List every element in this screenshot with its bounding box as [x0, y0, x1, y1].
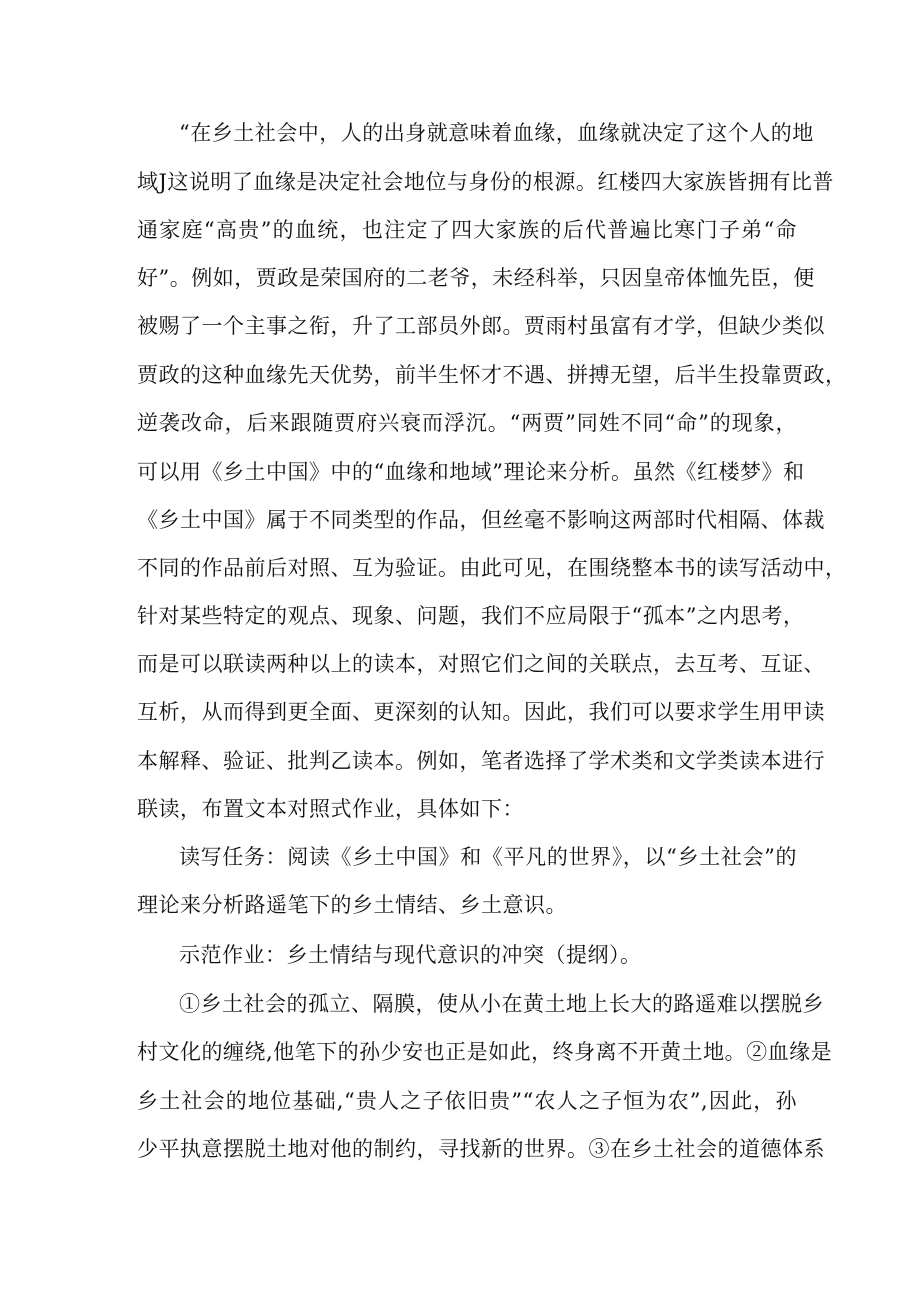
paragraph-line: 而是可以联读两种以上的读本，对照它们之间的关联点，去互考、互证、 — [137, 652, 825, 676]
paragraph-line: 通家庭“高贵”的血统，也注定了四大家族的后代普遍比寒门子弟“命 — [137, 218, 797, 242]
paragraph-line: 被赐了一个主事之衔，升了工部员外郎。贾雨村虽富有才学，但缺少类似 — [137, 314, 825, 338]
outline-line: 乡土社会的地位基础,“贵人之子依旧贵”“农人之子恒为农”,因此，孙 — [137, 1089, 797, 1113]
outline-line: 村文化的缠绕,他笔下的孙少安也正是如此，终身离不开黄土地。②血缘是 — [137, 1040, 833, 1064]
paragraph-line: 不同的作品前后对照、互为验证。由此可见，在围绕整本书的读写活动中， — [137, 556, 847, 580]
paragraph-line: 本解释、验证、批判乙读本。例如，笔者选择了学术类和文学类读本进行 — [137, 749, 825, 773]
task-line: 理论来分析路遥笔下的乡土情结、乡土意识。 — [137, 893, 567, 917]
paragraph-line: 贾政的这种血缘先天优势，前半生怀才不遇、拼搏无望，后半生投靠贾政， — [137, 363, 847, 387]
paragraph-line: 《乡土中国》属于不同类型的作品，但丝毫不影响这两部时代相隔、体裁 — [137, 508, 825, 532]
paragraph-line: 联读，布置文本对照式作业，具体如下： — [137, 797, 524, 821]
paragraph-line: 针对某些特定的观点、现象、问题，我们不应局限于“孤本”之内思考， — [137, 604, 805, 628]
paragraph-line: 域J这说明了血缘是决定社会地位与身份的根源。红楼四大家族皆拥有比普 — [137, 170, 834, 194]
task-line: 读写任务：阅读《乡土中国》和《平凡的世界》，以“乡土社会”的 — [179, 845, 797, 869]
outline-line: 少平执意摆脱土地对他的制约，寻找新的世界。③在乡土社会的道德体系 — [137, 1137, 825, 1161]
paragraph-line: 逆袭改命，后来跟随贾府兴衰而浮沉。“两贾”同姓不同“命”的现象， — [137, 411, 797, 435]
paragraph-line: 好”。例如，贾政是荣国府的二老爷，未经科举，只因皇帝体恤先臣，便 — [137, 266, 815, 290]
paragraph-line: 互析，从而得到更全面、更深刻的认知。因此，我们可以要求学生用甲读 — [137, 700, 825, 724]
paragraph-line: 可以用《乡土中国》中的“血缘和地域”理论来分析。虽然《红楼梦》和 — [137, 460, 805, 484]
paragraph-line: “在乡土社会中，人的出身就意味着血缘，血缘就决定了这个人的地 — [179, 121, 814, 145]
outline-line: ①乡土社会的孤立、隔膜，使从小在黄土地上长大的路遥难以摆脱乡 — [179, 992, 824, 1016]
sample-heading: 示范作业：乡土情结与现代意识的冲突（提纲）。 — [179, 943, 642, 967]
